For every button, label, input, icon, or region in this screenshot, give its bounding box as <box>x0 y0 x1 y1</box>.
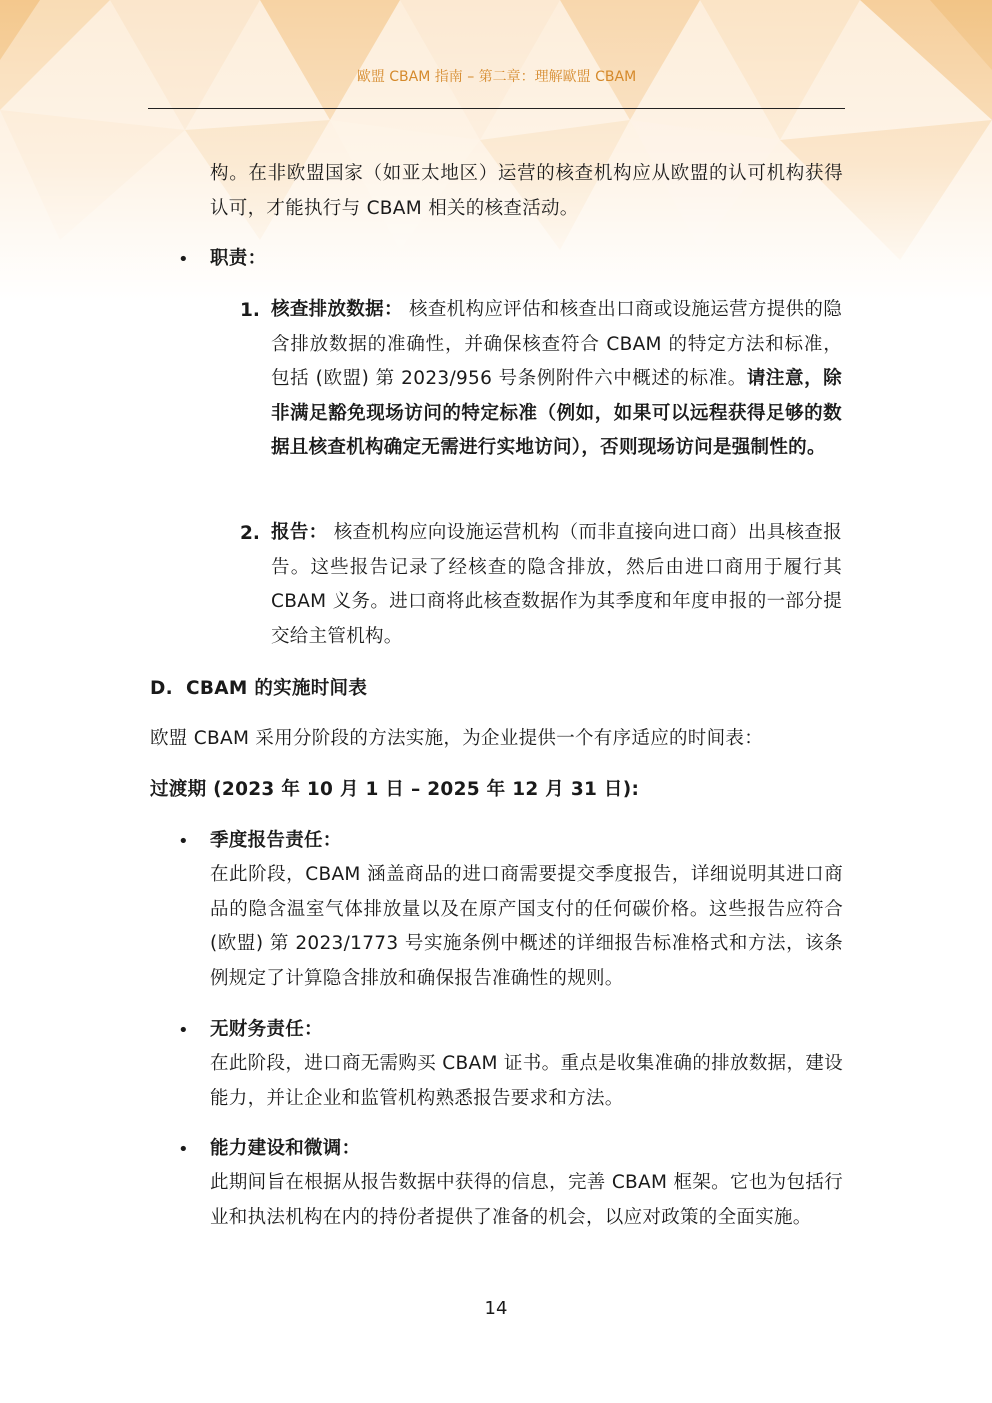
bullet-text: 此期间旨在根据从报告数据中获得的信息，完善 CBAM 框架。它也为包括行业和执法机构在内的持份者提供了准备的机会，以应对政策的全面实施。 <box>210 1172 843 1228</box>
responsibilities-heading: 职责： <box>210 248 267 269</box>
bullet-title: 季度报告责任： <box>210 830 342 851</box>
running-header: 歐盟 CBAM 指南 – 第二章：理解歐盟 CBAM <box>356 69 637 85</box>
bullet-title: 无财务责任： <box>210 1019 323 1040</box>
intro-paragraph: 构。在非欧盟国家（如亚太地区）运营的核查机构应从欧盟的认可机构获得认可，才能执行与 CBAM 相关的核查活动。 <box>210 163 843 219</box>
bullet-title: 能力建设和微调： <box>210 1138 361 1159</box>
item-text: 核查机构应向设施运营机构（而非直接向进口商）出具核查报告。这些报告记录了经核查的隐含排放，然后由进口商用于履行其 CBAM 义务。进口商将此核查数据作为其季度和年度申报的一部分提交给主管机构。 <box>271 522 842 647</box>
transition-period-heading: 过渡期 (2023 年 10 月 1 日 – 2025 年 12 月 31 日): <box>150 779 640 800</box>
responsibility-item-verify <box>271 293 842 466</box>
bullet-icon: • <box>178 831 189 852</box>
bullet-text: 在此阶段，进口商无需购买 CBAM 证书。重点是收集准确的排放数据，建设能力，并让企业和监管机构熟悉报告要求和方法。 <box>210 1053 843 1109</box>
section-d-intro: 欧盟 CBAM 采用分阶段的方法实施，为企业提供一个有序适应的时间表： <box>150 728 763 749</box>
item-title: 核查排放数据： <box>271 299 403 320</box>
page-number: 14 <box>484 1298 508 1319</box>
section-d-heading <box>150 672 850 707</box>
list-number: 1. <box>240 300 260 321</box>
section-title: CBAM 的实施时间表 <box>186 678 368 699</box>
responsibility-item-report <box>271 516 842 654</box>
bullet-icon: • <box>178 249 189 270</box>
list-number: 2. <box>240 523 260 544</box>
bullet-icon: • <box>178 1020 189 1041</box>
header-divider <box>148 108 845 109</box>
item-text: 核查机构应评估和核查出口商或设施运营方提供的隐含排放数据的准确性，并确保核查符合 CBAM 的特定方法和标准，包括 (欧盟) 第 2023/956 号条例附件六中概述的标准。 <box>271 299 843 389</box>
section-label: D. <box>150 678 173 699</box>
item-title: 报告： <box>271 522 328 543</box>
bullet-icon: • <box>178 1139 189 1160</box>
bullet-text: 在此阶段，CBAM 涵盖商品的进口商需要提交季度报告，详细说明其进口商品的隐含温室气体排放量以及在原产国支付的任何碳价格。这些报告应符合 (欧盟) 第 2023/1773 号实施条例中概述的详细报告标准格式和方法，该条例规定了计算隐含排放和确保报告准确性的规则。 <box>210 864 843 989</box>
item-bold-note: 请注意，除非满足豁免现场访问的特定标准（例如，如果可以远程获得足够的数据且核查机构确定无需进行实地访问），否则现场访问是强制性的。 <box>271 368 842 458</box>
